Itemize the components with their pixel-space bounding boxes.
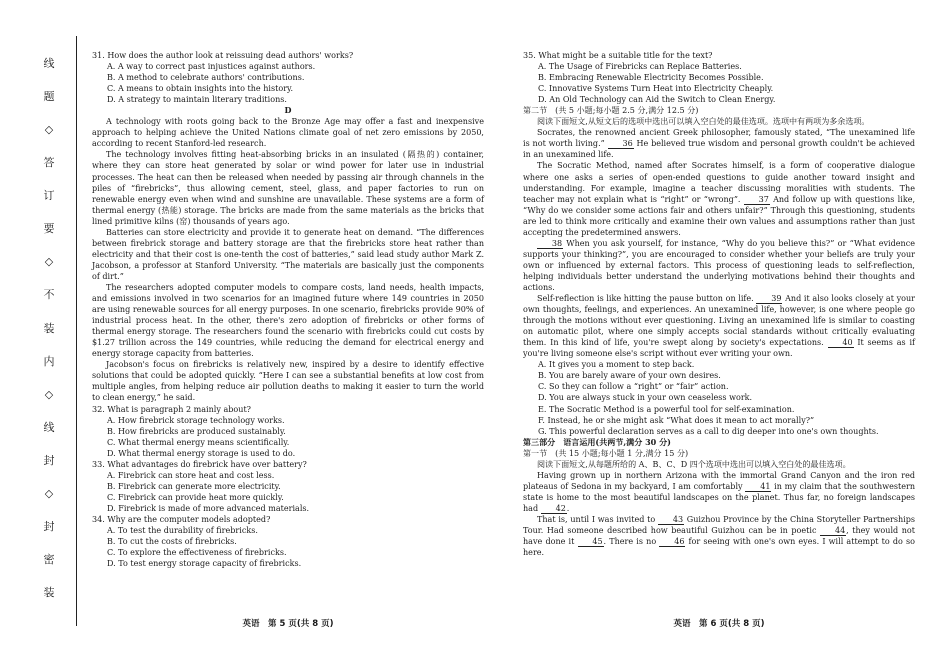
passage-d [92,105,484,403]
paragraph: The researchers adopted computer models to compare costs, land needs, health impacts, and emissions involved in two scenarios for an imagined future where 149 countries in 2050 are using renewable sources for all energy purposes. In one scenario, firebricks provide 90% of industrial process heat. In the other, there's zero adoption of firebricks or other forms of thermal energy storage. The researchers found the scenario with firebricks could cut costs by $1.27 trillion across the 149 countries, while reducing the demand for electrical energy and energy storage capacity from batteries. [92,282,484,359]
option-c: C. Firebrick can provide heat more quickly. [107,492,284,502]
text: . [566,503,570,513]
page-5 [92,50,484,569]
question-stem: 33. What advantages do firebrick have over battery? [92,459,307,469]
section-instruction: 阅读下面短文,从每题所给的 A、B、C、D 四个选项中选出可以填入空白处的最佳选项。 [537,459,851,469]
option-a: A. The Usage of Firebricks can Replace Batteries. [538,62,742,72]
blank-43: 43 [658,515,684,525]
passage-arizona [523,470,915,558]
question-stem: 32. What is paragraph 2 mainly about? [92,404,252,414]
seal-char: 封 [43,519,55,533]
part-heading: 第三部分 语言运用(共两节,满分 30 分) [523,436,671,447]
question-stem: 34. Why are the computer models adopted? [92,514,271,524]
blank-39: 39 [756,294,782,304]
paragraph [523,160,915,237]
option-d: D. An Old Technology can Aid the Switch to Clean Energy. [538,95,776,105]
option-b: B. Firebrick can generate more electricity. [107,481,281,491]
text: Socrates, the renowned ancient Greek philosopher, famously stated, “The unexamined life is not worth living.” [523,128,915,149]
section-heading: 第二节 (共 5 小题;每小题 2.5 分,满分 12.5 分) [523,106,699,116]
paragraph [523,127,915,160]
text: . There is no [603,537,657,547]
option-a: A. To test the durability of firebricks. [107,526,258,536]
binding-border-line [76,36,77,626]
seal-char: 密 [43,552,55,566]
option-d: D. To test energy storage capacity of firebricks. [107,559,302,569]
text: That is, until I was invited to [537,514,656,524]
paragraph [523,514,915,558]
diamond-icon: ◇ [44,255,54,269]
text: And follow up with questions like, “Why do we consider some actions fair and others unfair?” Through this questioning, students are led to think more critically and examine their own values and assumptions rather than just accepting the predetermined answers. [523,194,916,237]
paragraph: Jacobson's focus on firebricks is relatively new, inspired by a desire to identify effective solutions that could be adopted quickly. “Here I can see a substantial benefits at low cost from multiple angles, from helping reduce air pollution deaths to making it easier to turn the world to clean energy,” he said. [92,360,484,403]
seal-char: 内 [43,354,55,368]
passage-label: D [284,105,292,116]
option-g: G. This powerful declaration serves as a call to dig deeper into one's own thoughts. [538,426,879,436]
seal-char: 线 [43,420,55,434]
option-f: F. Instead, he or she might ask “What does it mean to act morally?” [538,415,815,425]
text: When you ask yourself, for instance, “Why do you believe this?” or “What evidence supports your thinking?”, you are encouraged to consider whether your beliefs are truly your own or influenced by external factors. This process of questioning leads to self-reflection, helping individuals better understand the underlying motivations behind their thoughts and actions. [523,238,915,292]
blank-38: 38 [537,239,563,249]
question-stem: 35. What might be a suitable title for the text? [523,51,713,60]
text: Self-reflection is like hitting the pause button on life. [537,294,754,304]
option-d: D. What thermal energy storage is used to do. [107,448,296,458]
question-35 [523,50,915,105]
seal-char: 题 [43,90,55,104]
question-stem: 31. How does the author look at reissuing dead authors' works? [92,51,354,60]
text: It seems as if you're living someone else's script without ever writing your own. [523,338,916,359]
option-e: E. The Socratic Method is a powerful tool for self-examination. [538,404,795,414]
text: in my claim that the southwestern state is home to the most beautiful landscapes on the planet. Thus far, no foreign landscapes had [523,481,916,513]
option-b: B. A method to celebrate authors' contributions. [107,73,305,83]
paragraph [523,470,915,514]
option-d: D. Firebrick is made of more advanced materials. [107,503,310,513]
text: He believed true wisdom and personal growth couldn't be achieved in an unexamined life. [523,139,915,160]
option-c: C. To explore the effectiveness of firebricks. [107,548,287,558]
seal-char: 装 [43,321,55,335]
option-a: A. It gives you a moment to step back. [538,360,695,370]
seal-char: 装 [43,586,55,599]
option-c: C. So they can follow a “right” or “fair” action. [538,382,729,392]
seal-char: 要 [43,222,55,236]
section-instruction: 阅读下面短文,从短文后的选项中选出可以填入空白处的最佳选项。选项中有两项为多余选项。 [537,117,870,127]
paragraph: Batteries can store electricity and provide it to generate heat on demand. “The differences between firebrick storage and battery storage are that the firebricks store heat rather than electricity and that their cost is one-tenth the cost of batteries,” said lead study author Mark Z. Jacobson, a professor at Stanford University. “The materials are basically just the components of dirt.” [92,227,484,281]
page-footer: 英语 第 5 页(共 8 页) [242,619,334,629]
blank-40: 40 [828,338,854,348]
page-footer: 英语 第 6 页(共 8 页) [673,619,765,629]
blank-36: 36 [608,139,634,149]
passage-socrates [523,127,915,359]
blank-37: 37 [744,195,770,205]
blank-44: 44 [820,526,846,536]
blank-41: 41 [745,482,771,492]
text: Guizhou Province by the China Storyteller Partnerships Tour. Had someone described how beautiful Guizhou can be in poetic [523,514,916,536]
question-33 [92,459,484,514]
option-b: B. You are barely aware of your own desires. [538,371,721,381]
question-32 [92,404,484,459]
option-a: A. Firebrick can store heat and cost less. [107,470,275,480]
option-b: B. How firebricks are produced sustainably. [107,426,286,436]
blank-46: 46 [659,537,685,547]
option-d: D. A strategy to maintain literary traditions. [107,95,287,105]
question-34 [92,514,484,569]
question-31 [92,50,484,105]
option-b: B. To cut the costs of firebricks. [107,537,237,547]
answer-options [523,359,915,436]
blank-45: 45 [578,537,604,547]
text: The Socratic Method, named after Socrates himself, is a form of cooperative dialogue where one asks a series of open-ended questions to guide another toward insight and understanding. For example, imagine a teacher discussing moralities with students. The teacher may not explain what is “right” or “wrong”. [523,161,915,204]
diamond-icon: ◇ [44,387,54,401]
text: Having grown up in northern Arizona with the immortal Grand Canyon and the iron red plateaus of Sedona in my backyard, I am comfortably [523,470,915,491]
text: , they would not have done it [523,526,916,547]
option-a: A. How firebrick storage technology works. [107,415,285,425]
option-d: D. You are always stuck in your own ceaseless work. [538,393,753,403]
option-c: C. Innovative Systems Turn Heat into Electricity Cheaply. [538,84,774,94]
paragraph [523,293,915,359]
blank-42: 42 [541,504,567,514]
seal-char: 订 [43,189,55,203]
seal-line-text [40,58,58,598]
option-c: C. What thermal energy means scientifically. [107,437,290,447]
section-heading: 第一节 (共 15 小题;每小题 1 分,满分 15 分) [523,448,689,458]
paragraph [523,238,915,293]
paragraph: A technology with roots going back to the Bronze Age may offer a fast and inexpensive approach to helping achieve the United Nations climate goal of net zero emissions by 2050, according to recent Stanford-led research. [92,117,484,149]
text: And it also looks closely at your own thoughts, feelings, and experiences. An unexamined life, however, is one where people go through the motions without ever questioning. Living an unexamined life is similar to coasting on automatic pilot, where one simply accepts social standards without critically evaluating them. In this kind of life, you're swept along by society's expectations. [523,294,916,348]
paragraph: The technology involves fitting heat-absorbing bricks in an insulated (隔热的) container, where they can store heat generated by solar or wind power for later use in industrial processes. The heat can then be released when needed by passing air through channels in the piles of “firebricks”, thus allowing cement, steel, glass, and paper factories to run on renewable energy even when wind and sunshine are unavailable. These systems are a form of thermal energy (热能) storage. The bricks are made from the same materials as the bricks that lined primitive kilns (窑) thousands of years ago. [92,150,484,226]
diamond-icon: ◇ [44,123,54,137]
binding-margin [0,0,82,664]
seal-char: 答 [43,156,55,170]
text: for seeing with one's own eyes. I will attempt to do so here. [523,537,915,558]
option-c: C. A means to obtain insights into the history. [107,84,294,94]
option-a: A. A way to correct past injustices against authors. [107,62,316,72]
seal-char: 封 [43,453,55,467]
seal-char: 不 [43,288,55,302]
page-6 [523,50,915,558]
seal-char: 线 [43,57,55,70]
diamond-icon: ◇ [44,486,54,500]
option-b: B. Embracing Renewable Electricity Becomes Possible. [538,73,764,83]
